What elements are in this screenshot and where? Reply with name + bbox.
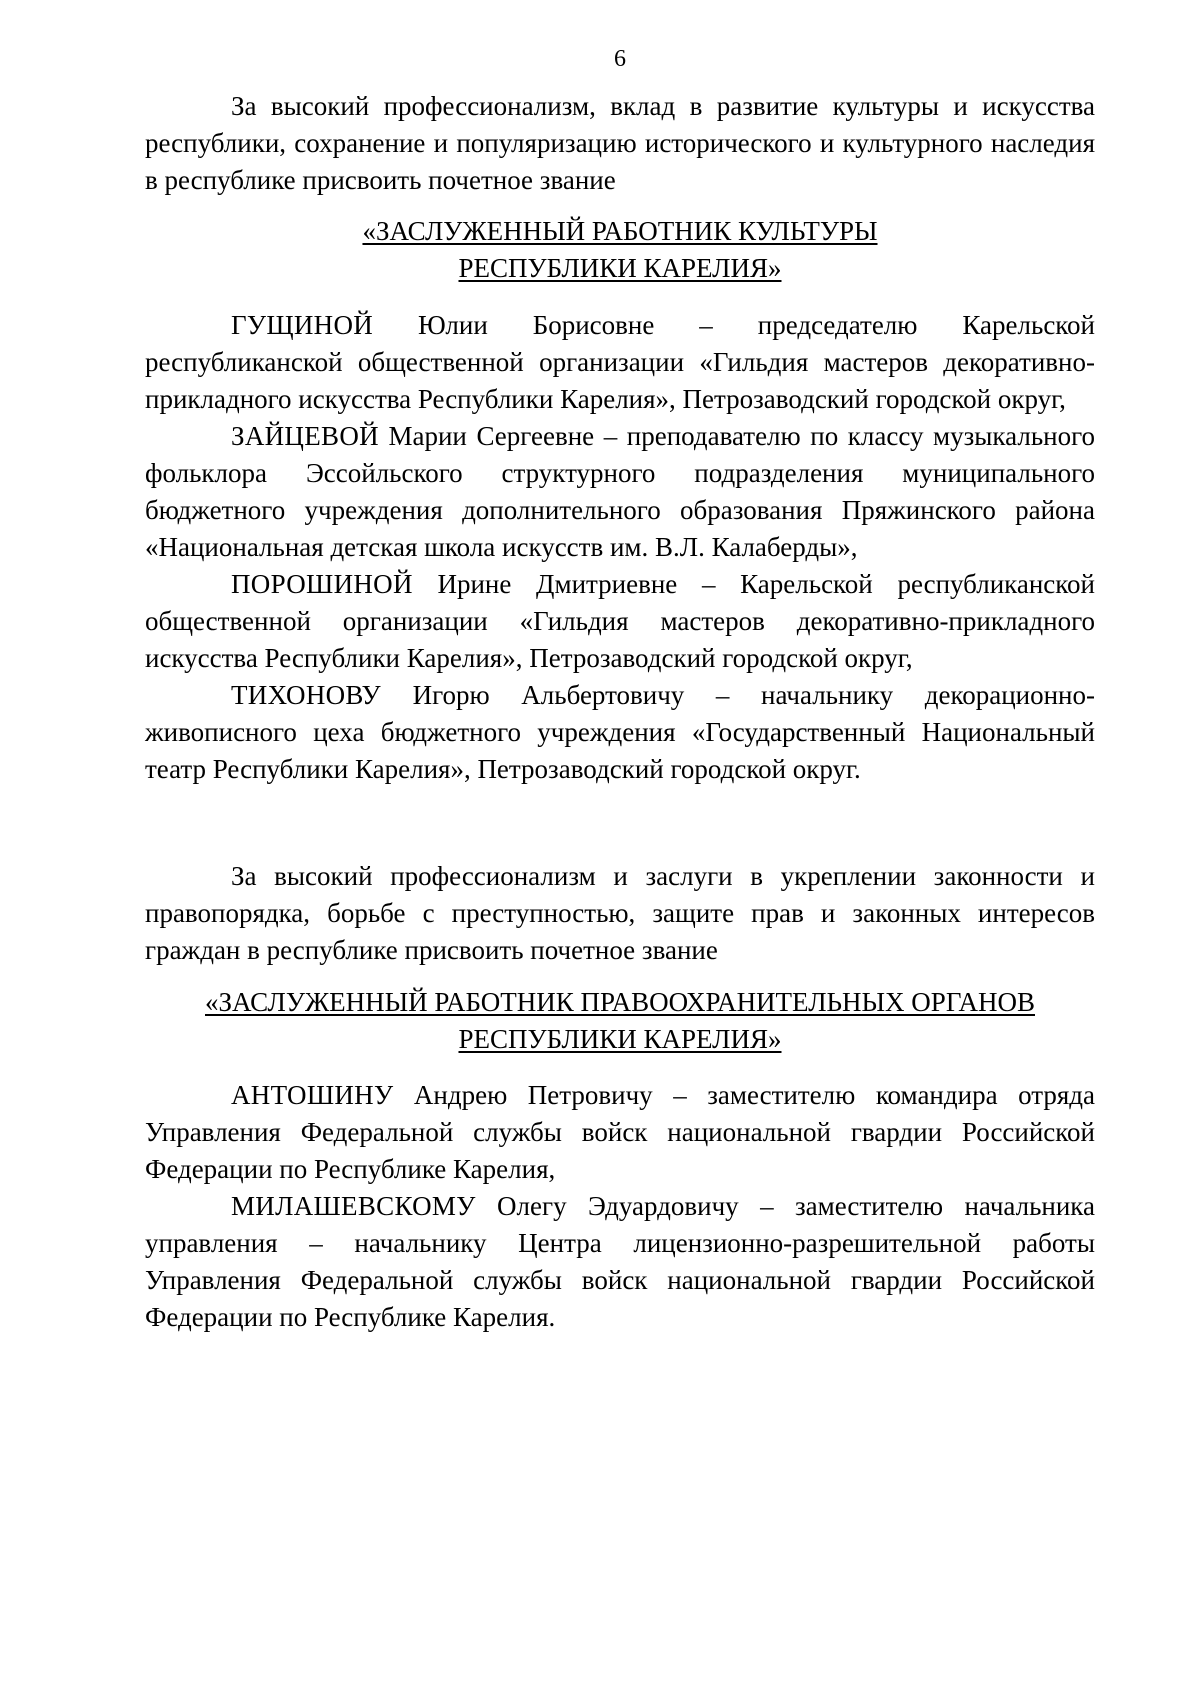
award-title-line: «ЗАСЛУЖЕННЫЙ РАБОТНИК КУЛЬТУРЫ — [362, 216, 878, 246]
award-title-culture — [145, 213, 1095, 287]
awardee-surname: ПОРОШИНОЙ — [231, 569, 413, 599]
awardee-surname: ГУЩИНОЙ — [231, 310, 374, 340]
award-title-line: РЕСПУБЛИКИ КАРЕЛИЯ» — [458, 1024, 782, 1054]
awardee-details: Юлии Борисовне – председателю Карельской республиканской общественной организации «Гильдия мастеров декоративно-прикладного искусства Республики Карелия», Петрозаводский городской округ, — [145, 310, 1095, 414]
award-title-law-enforcement — [145, 984, 1095, 1058]
section-law-enforcement — [145, 858, 1095, 969]
award-title-line: «ЗАСЛУЖЕННЫЙ РАБОТНИК ПРАВООХРАНИТЕЛЬНЫХ ОРГАНОВ — [205, 987, 1035, 1017]
award-title — [145, 213, 1095, 287]
section-culture — [145, 88, 1095, 199]
awardee-surname: ЗАЙЦЕВОЙ — [231, 421, 379, 451]
page-number: 6 — [614, 46, 626, 72]
awardee-surname: МИЛАШЕВСКОМУ — [231, 1191, 476, 1221]
section-intro: За высокий профессионализм, вклад в развитие культуры и искусства республики, сохранение и популяризацию исторического и культурного наследия в республике присвоить почетное звание — [145, 91, 1095, 195]
awardee-entry — [145, 566, 1095, 677]
awardee-details: Игорю Альбертовичу – начальнику декорационно-живописного цеха бюджетного учреждения «Государственный Национальный театр Республики Карелия», Петрозаводский городской округ. — [145, 680, 1095, 784]
awardee-surname: ТИХОНОВУ — [231, 680, 381, 710]
award-title-line: РЕСПУБЛИКИ КАРЕЛИЯ» — [458, 253, 782, 283]
awardee-details: Олегу Эдуардовичу – заместителю начальника управления – начальнику Центра лицензионно-разрешительной работы Управления Федеральной службы войск национальной гвардии Российской Федерации по Республике Карелия. — [145, 1191, 1095, 1332]
awardee-details: Ирине Дмитриевне – Карельской республиканской общественной организации «Гильдия мастеров декоративно-прикладного искусства Республики Карелия», Петрозаводский городской округ, — [145, 569, 1095, 673]
awardee-entry — [145, 1077, 1095, 1188]
awardee-entry — [145, 677, 1095, 788]
awardee-entry — [145, 307, 1095, 418]
section-intro: За высокий профессионализм и заслуги в укреплении законности и правопорядка, борьбе с преступностью, защите прав и законных интересов граждан в республике присвоить почетное звание — [145, 861, 1095, 965]
awardee-list-culture — [145, 307, 1095, 788]
awardee-entry — [145, 1188, 1095, 1336]
award-title — [145, 984, 1095, 1058]
awardee-details: Марии Сергеевне – преподавателю по классу музыкального фольклора Эссойльского структурного подразделения муниципального бюджетного учреждения дополнительного образования Пряжинского района «Национальная детская школа искусств им. В.Л. Калаберды», — [145, 421, 1095, 562]
awardee-entry — [145, 418, 1095, 566]
awardee-surname: АНТОШИНУ — [231, 1080, 394, 1110]
awardee-details: Андрею Петровичу – заместителю командира отряда Управления Федеральной службы войск национальной гвардии Российской Федерации по Республике Карелия, — [145, 1080, 1095, 1184]
awardee-list-law-enforcement — [145, 1077, 1095, 1336]
